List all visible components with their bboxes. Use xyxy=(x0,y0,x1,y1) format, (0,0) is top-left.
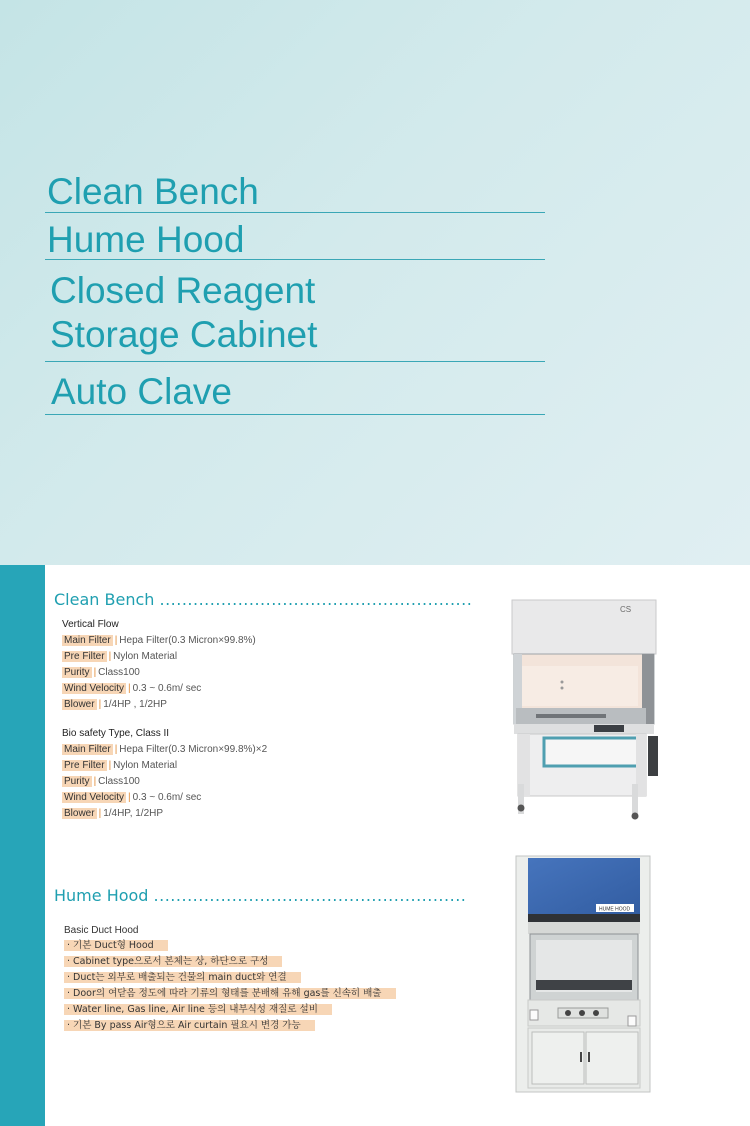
spec-value: 1/4HP, 1/2HP xyxy=(103,808,164,819)
spec-group-heading: Vertical Flow xyxy=(62,619,119,630)
section-title-text: Clean Bench xyxy=(54,590,155,609)
separator: | xyxy=(98,808,102,819)
hero-item-text: Hume Hood xyxy=(47,219,245,260)
spec-label: Wind Velocity xyxy=(64,683,125,694)
hero-item-clean-bench xyxy=(45,170,545,213)
separator: | xyxy=(114,744,118,755)
spec-row xyxy=(62,649,256,665)
feature-text: · Water line, Gas line, Air line 등의 내부식성 재질로 설비 xyxy=(64,1004,332,1015)
hero-item-text: Auto Clave xyxy=(51,371,232,412)
spec-label: Main Filter xyxy=(64,744,111,755)
hero-item-text: Storage Cabinet xyxy=(50,314,318,355)
separator: | xyxy=(108,760,112,771)
dot-leader: ........................................................ xyxy=(153,886,467,905)
spec-value: Class100 xyxy=(98,776,140,787)
section-title-hume-hood xyxy=(54,886,466,905)
hero-item-text: Clean Bench xyxy=(47,171,259,212)
spec-label: Wind Velocity xyxy=(64,792,125,803)
hero-item-hume-hood xyxy=(45,218,545,260)
feature-item xyxy=(64,938,396,954)
feature-item xyxy=(64,1018,396,1034)
separator: | xyxy=(108,651,112,662)
spec-group-heading: Bio safety Type, Class II xyxy=(62,728,170,739)
hero-item-reagent-cabinet xyxy=(45,269,545,362)
separator: | xyxy=(114,635,118,646)
feature-text: · Cabinet type으로서 본체는 상, 하단으로 구성 xyxy=(64,956,282,967)
feature-text: · 기본 By pass Air형으로 Air curtain 필요시 변경 가능 xyxy=(64,1020,315,1031)
hero-item-text: Closed Reagent xyxy=(50,270,316,311)
spec-row xyxy=(62,633,256,649)
hero-item-auto-clave xyxy=(45,370,545,415)
features-heading: Basic Duct Hood xyxy=(64,925,139,936)
separator: | xyxy=(128,683,131,694)
spec-label: Purity xyxy=(64,776,90,787)
product-logo: CS xyxy=(620,605,632,614)
spec-label: Main Filter xyxy=(64,635,111,646)
feature-item xyxy=(64,1002,396,1018)
spec-row xyxy=(62,758,267,774)
spec-row xyxy=(62,790,267,806)
spec-value: Hepa Filter(0.3 Micron×99.8%) xyxy=(119,635,256,646)
spec-row xyxy=(62,774,267,790)
spec-group-bio-safety xyxy=(62,728,267,822)
spec-value: 1/4HP , 1/2HP xyxy=(103,699,167,710)
spec-value: Nylon Material xyxy=(113,760,178,771)
section-title-text: Hume Hood xyxy=(54,886,149,905)
dot-leader: ........................................................ xyxy=(159,590,473,609)
section-title-clean-bench xyxy=(54,590,472,609)
feature-text: · 기본 Duct형 Hood xyxy=(64,940,168,951)
spec-row xyxy=(62,665,256,681)
spec-label: Purity xyxy=(64,667,90,678)
product-label: HUME HOOD xyxy=(599,906,631,913)
spec-value: 0.3 ~ 0.6m/ sec xyxy=(132,792,202,803)
left-accent-stripe xyxy=(0,565,45,1126)
feature-text: · Duct는 외부로 배출되는 건물의 main duct와 연결 xyxy=(64,972,301,983)
feature-item xyxy=(64,970,396,986)
spec-group-vertical-flow xyxy=(62,619,256,713)
spec-row xyxy=(62,697,256,713)
feature-text: · Door의 여닫음 정도에 따라 기류의 형태를 분배해 유해 gas를 신속히 배출 xyxy=(64,988,396,999)
spec-value: 0.3 ~ 0.6m/ sec xyxy=(132,683,202,694)
spec-row xyxy=(62,806,267,822)
spec-label: Blower xyxy=(64,808,95,819)
spec-value: Class100 xyxy=(98,667,140,678)
feature-item xyxy=(64,954,396,970)
feature-item xyxy=(64,986,396,1002)
spec-label: Pre Filter xyxy=(64,651,105,662)
spec-label: Pre Filter xyxy=(64,760,105,771)
spec-label: Blower xyxy=(64,699,95,710)
hume-hood-image xyxy=(512,854,654,1094)
clean-bench-image xyxy=(508,596,660,822)
spec-value: Hepa Filter(0.3 Micron×99.8%)×2 xyxy=(119,744,268,755)
separator: | xyxy=(98,699,102,710)
hume-hood-features xyxy=(64,925,396,1034)
spec-row xyxy=(62,681,256,697)
spec-value: Nylon Material xyxy=(113,651,178,662)
separator: | xyxy=(93,776,97,787)
separator: | xyxy=(93,667,97,678)
separator: | xyxy=(128,792,131,803)
spec-row xyxy=(62,742,267,758)
